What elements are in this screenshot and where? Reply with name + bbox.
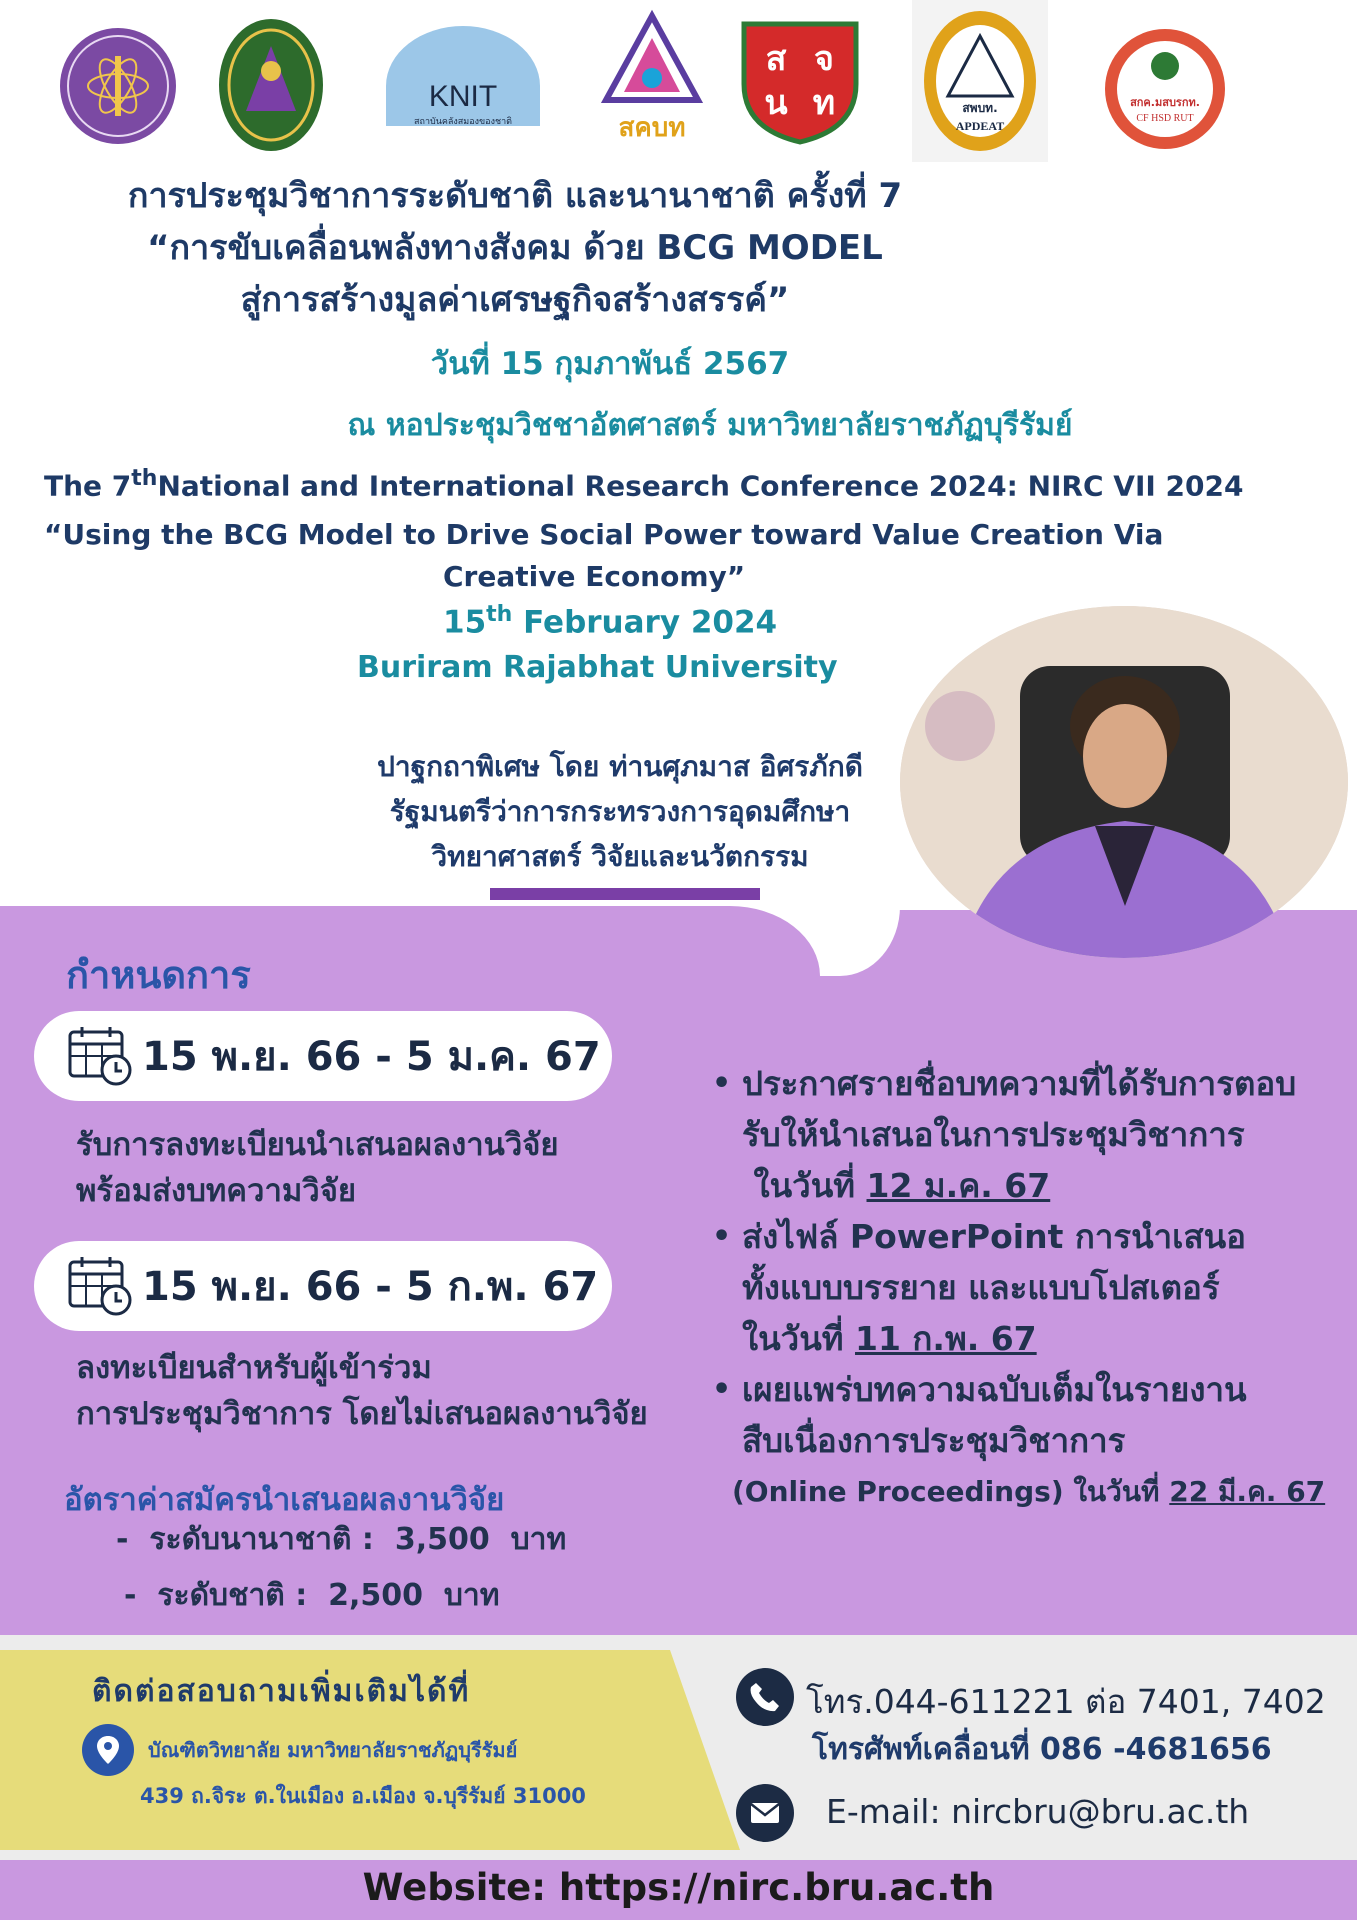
- announcement-item: [712, 1211, 1352, 1364]
- b3-line1: เผยแพร่บทความฉบับเต็มในรายงาน: [742, 1370, 1247, 1409]
- schedule-heading: กำหนดการ: [66, 953, 251, 997]
- phone-icon: [736, 1668, 794, 1726]
- thai-title-line2: “การขับเคลื่อนพลังทางสังคม ด้วย BCG MODEL: [147, 228, 883, 268]
- b2-line3-pre: ในวันที่: [742, 1319, 856, 1358]
- apdeat-logo: [912, 0, 1048, 162]
- sjnt-char-2: จ: [814, 39, 834, 79]
- apdeat-top: สพบท.: [962, 101, 998, 115]
- fees-heading: อัตราค่าสมัครนำเสนอผลงานวิจัย: [64, 1482, 505, 1518]
- calendar-clock-icon: [68, 1256, 132, 1316]
- period1-description: [76, 1122, 559, 1214]
- keynote-line2: รัฐมนตรีว่าการกระทรวงการอุดมศึกษา: [389, 795, 851, 828]
- b2-date: 11 ก.พ. 67: [855, 1319, 1037, 1358]
- period2-dates: 15 พ.ย. 66 - 5 ก.พ. 67: [142, 1264, 599, 1310]
- fee-international: - ระดับนานาชาติ : 3,500 บาท: [116, 1522, 567, 1557]
- b3-date: 22 มี.ค. 67: [1169, 1475, 1326, 1508]
- keynote-line1: ปาฐกถาพิเศษ โดย ท่านศุภมาส อิศรภักดี: [377, 750, 863, 783]
- english-university: Buriram Rajabhat University: [357, 650, 838, 685]
- contact-phone: โทร.044-611221 ต่อ 7401, 7402: [806, 1682, 1326, 1721]
- announcement-item: [712, 1364, 1352, 1517]
- b1-line1: ประกาศรายชื่อบทความที่ได้รับการตอบ: [742, 1064, 1297, 1103]
- thai-title-line3: สู่การสร้างมูลค่าเศรษฐกิจสร้างสรรค์”: [240, 280, 790, 320]
- contact-mobile: โทรศัพท์เคลื่อนที่ 086 -4681656: [812, 1732, 1272, 1767]
- period1-pill: [34, 1011, 612, 1101]
- website-link[interactable]: Website: https://nirc.bru.ac.th: [362, 1866, 995, 1909]
- english-title-line1: [44, 466, 1344, 502]
- b2-line2: ทั้งแบบบรรยาย และแบบโปสเตอร์: [742, 1268, 1220, 1307]
- period2-pill: [34, 1241, 612, 1331]
- thai-title-line1: การประชุมวิชาการระดับชาติ และนานาชาติ ครั้งที่ 7: [127, 176, 903, 216]
- cfhsd-logo: [1102, 26, 1228, 152]
- knit-text: KNIT: [428, 80, 498, 113]
- bullet-icon: •: [712, 1066, 732, 1101]
- sjnt-char-3: น: [764, 83, 788, 123]
- english-title-line1-pre: The 7: [44, 469, 132, 503]
- period1-desc-line2: พร้อมส่งบทความวิจัย: [76, 1173, 357, 1209]
- thai-title: [0, 170, 1030, 326]
- period2-description: [76, 1345, 648, 1437]
- fee-national: - ระดับชาติ : 2,500 บาท: [124, 1578, 500, 1613]
- email-icon: [736, 1784, 794, 1842]
- thai-date: วันที่ 15 กุมภาพันธ์ 2567: [430, 346, 790, 382]
- thai-venue: ณ หอประชุมวิชชาอัตศาสตร์ มหาวิทยาลัยราชภัฏบุรีรัมย์: [347, 408, 1073, 443]
- cfhsd-line2: CF HSD RUT: [1136, 113, 1194, 124]
- sdbt-logo: [598, 8, 706, 146]
- period2-desc-line1: ลงทะเบียนสำหรับผู้เข้าร่วม: [76, 1350, 432, 1386]
- b1-date: 12 ม.ค. 67: [866, 1166, 1051, 1205]
- speaker-photo: [900, 606, 1348, 958]
- contact-heading: ติดต่อสอบถามเพิ่มเติมได้ที่: [92, 1674, 471, 1709]
- b1-line2: รับให้นำเสนอในการประชุมวิชาการ: [742, 1115, 1245, 1154]
- bru-logo: [216, 16, 326, 154]
- knit-logo: [378, 26, 548, 132]
- period1-dates: 15 พ.ย. 66 - 5 ม.ค. 67: [142, 1034, 601, 1080]
- contact-email: E-mail: nircbru@bru.ac.th: [826, 1792, 1250, 1831]
- sjnt-char-1: ส: [765, 39, 787, 79]
- b3-line3-pre: (Online Proceedings) ในวันที่: [732, 1475, 1170, 1508]
- address-line2: 439 ถ.จิระ ต.ในเมือง อ.เมือง จ.บุรีรัมย์ 31000: [140, 1784, 586, 1808]
- english-title-line2: “Using the BCG Model to Drive Social Power toward Value Creation Via: [44, 518, 1164, 551]
- sjnt-char-4: ท: [812, 83, 836, 123]
- period2-desc-line2: การประชุมวิชาการ โดยไม่เสนอผลงานวิจัย: [76, 1396, 648, 1432]
- english-title-line3: Creative Economy”: [443, 560, 746, 593]
- address-line1: บัณฑิตวิทยาลัย มหาวิทยาลัยราชภัฏบุรีรัมย์: [148, 1738, 518, 1762]
- b1-line3-pre: ในวันที่: [742, 1166, 867, 1205]
- sjnt-logo: [734, 14, 866, 146]
- cfhsd-line1: สกค.มสบรกท.: [1130, 96, 1200, 109]
- bullet-icon: •: [712, 1219, 732, 1254]
- english-date-post: February 2024: [512, 604, 778, 641]
- location-pin-icon: [82, 1724, 134, 1776]
- b3-line2: สืบเนื่องการประชุมวิชาการ: [742, 1421, 1126, 1460]
- mhesi-logo: [58, 26, 178, 146]
- announcements-list: [712, 1058, 1352, 1517]
- bullet-icon: •: [712, 1372, 732, 1407]
- period1-desc-line1: รับการลงทะเบียนนำเสนอผลงานวิจัย: [76, 1127, 559, 1163]
- english-date: [443, 602, 943, 640]
- apdeat-bottom: APDEAT: [955, 119, 1005, 133]
- english-date-sup: th: [486, 602, 513, 627]
- knit-sub: สถาบันคลังสมองของชาติ: [414, 117, 512, 127]
- keynote-line3: วิทยาศาสตร์ วิจัยและนวัตกรรม: [431, 840, 809, 873]
- announcement-item: [712, 1058, 1352, 1211]
- english-date-pre: 15: [443, 604, 487, 641]
- sdbt-text: สคบท: [618, 113, 686, 143]
- keynote: [340, 744, 900, 879]
- b2-line1: ส่งไฟล์ PowerPoint การนำเสนอ: [742, 1217, 1246, 1256]
- calendar-clock-icon: [68, 1026, 132, 1086]
- english-title-line1-post: National and International Research Conference 2024: NIRC VII 2024: [157, 469, 1244, 503]
- accent-bar: [490, 888, 760, 900]
- english-title-line1-sup: th: [131, 466, 158, 491]
